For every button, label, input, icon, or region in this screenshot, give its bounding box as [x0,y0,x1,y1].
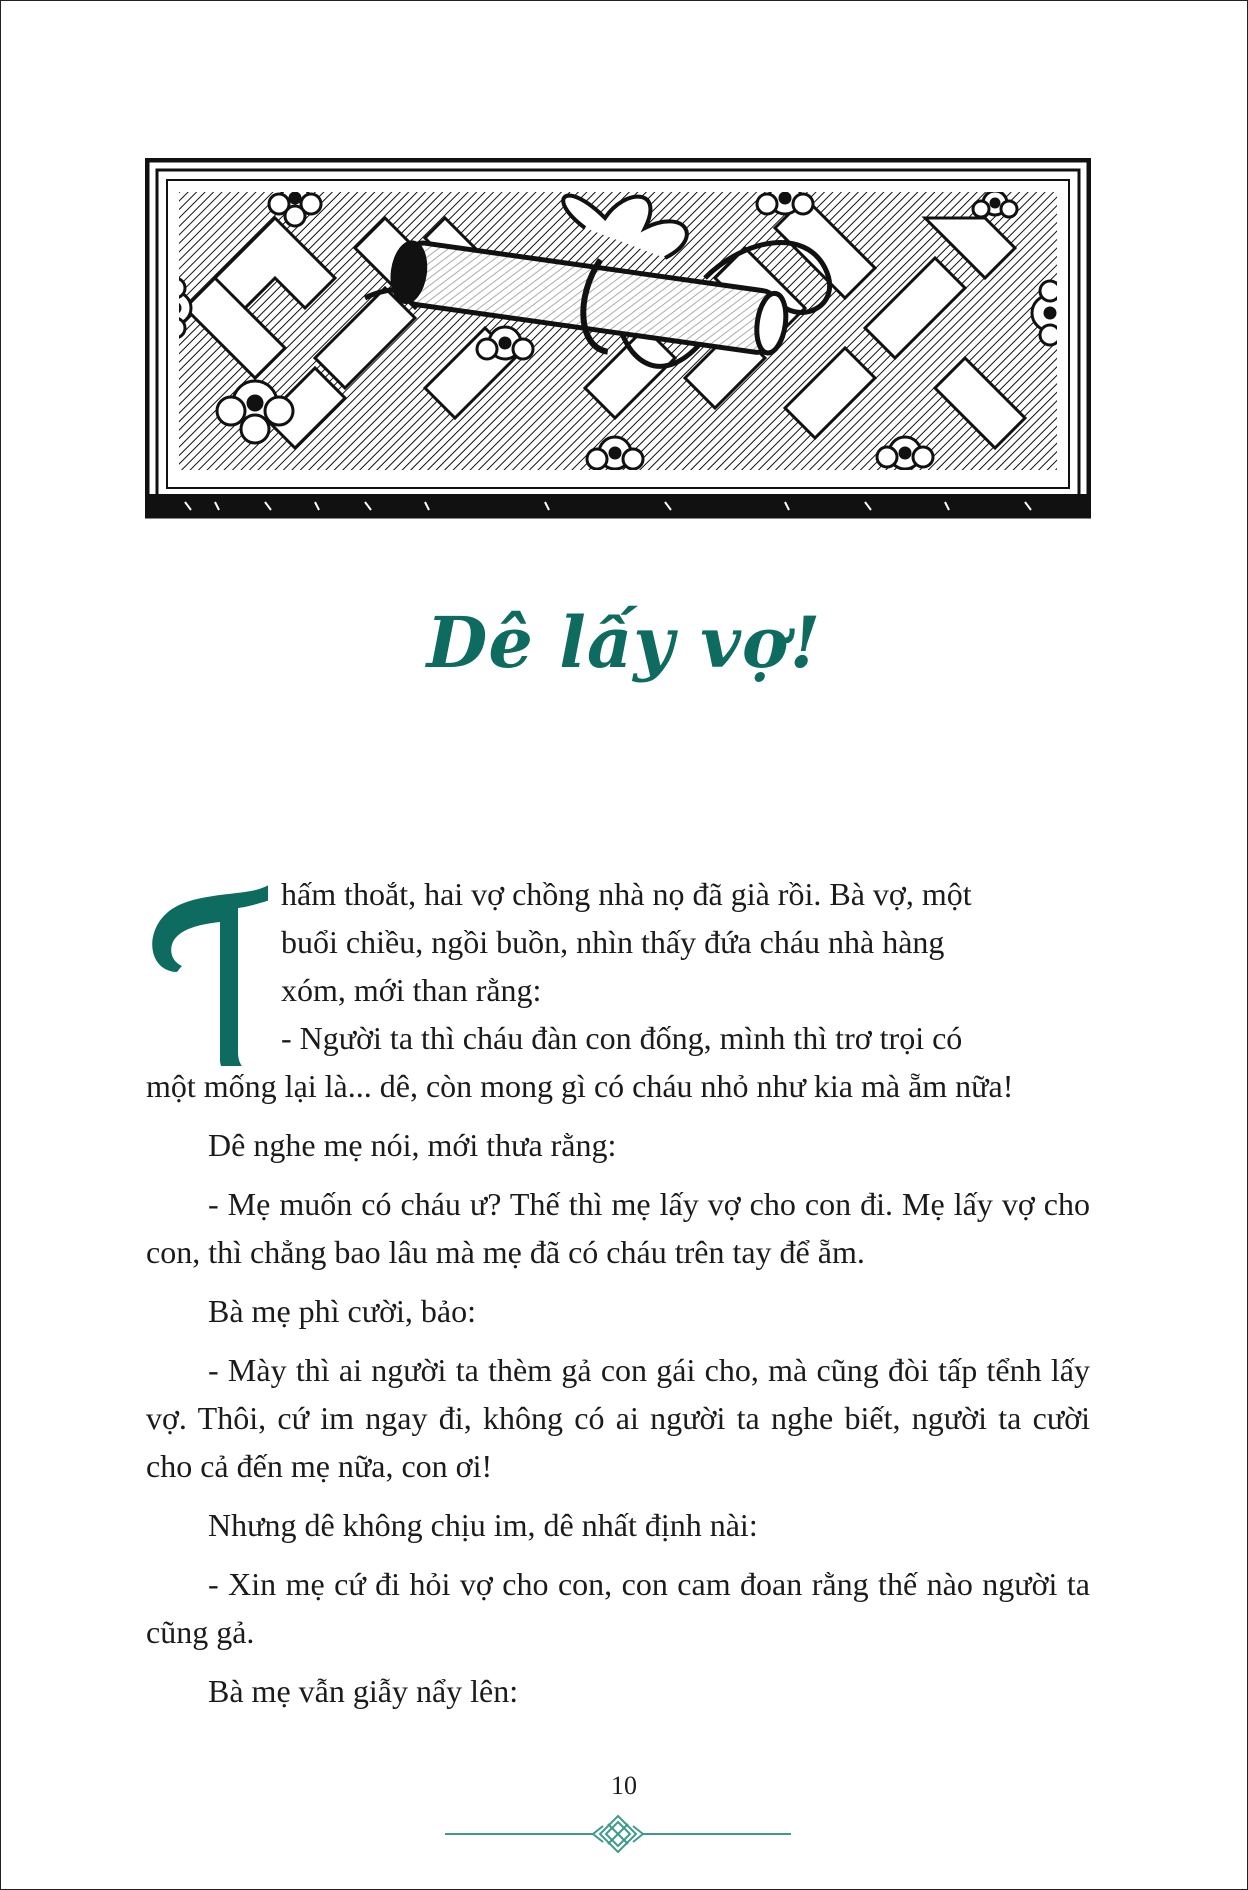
paragraph-2-line-1: - Người ta thì cháu đàn con đống, mình thì trơ trọi có [281,1020,963,1056]
paragraph-1-line-3: xóm, mới than rằng: [281,972,542,1008]
chapter-title: Dê lấy vợ! [426,601,822,684]
paragraph-7: Nhưng dê không chịu im, dê nhất định nài: [208,1507,758,1543]
paragraph-9: Bà mẹ vẫn giẫy nẩy lên: [208,1673,519,1709]
decorative-header-illustration [145,158,1091,520]
paragraph-1-line-2: buổi chiều, ngồi buồn, nhìn thấy đứa cháu nhà hàng [281,924,945,960]
paragraph-4: - Mẹ muốn có cháu ư? Thế thì mẹ lấy vợ cho con đi. Mẹ lấy vợ cho con, thì chẳng bao lâu mà mẹ đã có cháu trên tay để ẵm. [146,1186,1090,1270]
paragraph-8: - Xin mẹ cứ đi hỏi vợ cho con, con cam đoan rằng thế nào người ta cũng gả. [146,1566,1090,1650]
footer-ornament [445,1812,791,1856]
paragraph-5: Bà mẹ phì cười, bảo: [208,1293,476,1329]
paragraph-2-rest: một mống lại là... dê, còn mong gì có cháu nhỏ như kia mà ẵm nữa! [146,1068,1014,1104]
paragraph-6: - Mày thì ai người ta thèm gả con gái cho, mà cũng đòi tấp tểnh lấy vợ. Thôi, cứ im ngay đi, không có ai người ta nghe biết, người ta cười cho cả đến mẹ nữa, con ơi! [146,1352,1090,1484]
story-body [146,870,1090,1726]
paragraph-1-line-1: hấm thoắt, hai vợ chồng nhà nọ đã già rồi. Bà vợ, một [281,876,972,912]
paragraph-3: Dê nghe mẹ nói, mới thưa rằng: [208,1127,617,1163]
page-number: 10 [611,1771,637,1800]
